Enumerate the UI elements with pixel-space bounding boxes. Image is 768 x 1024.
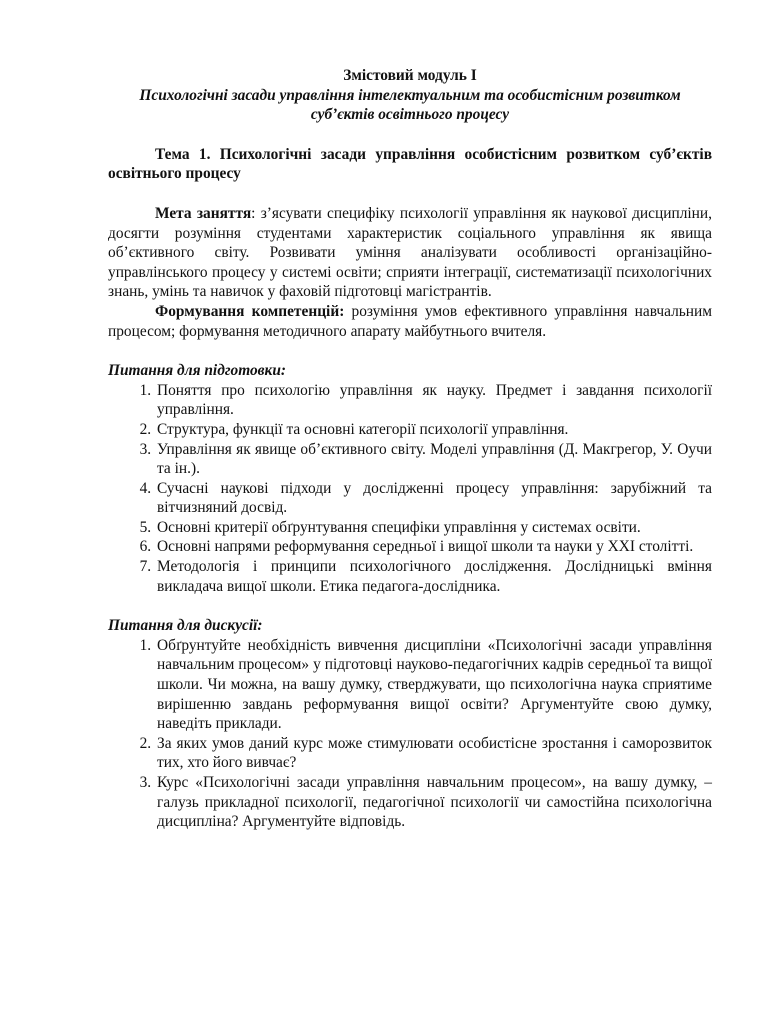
spacer bbox=[108, 596, 712, 616]
preparation-heading: Питання для підготовки: bbox=[108, 362, 287, 380]
list-item: 7. Методологія і принципи психологічного дослідження. Дослідницькі вміння викладача вищої школи. Етика педагога-дослідника. bbox=[155, 557, 712, 596]
goal-label: Мета заняття bbox=[155, 204, 252, 222]
list-item: 6. Основні напрями реформування середньої і вищої школи та науки у ХХІ столітті. bbox=[155, 537, 712, 557]
discussion-heading: Питання для дискусії: bbox=[108, 617, 263, 635]
module-subtitle: Психологічні засади управління інтелектуальним та особистісним розвитком суб’єктів освітнього процесу bbox=[139, 86, 681, 124]
competencies-label: Формування компетенцій: bbox=[155, 302, 345, 320]
discussion-list bbox=[108, 636, 712, 832]
list-item: 3. Управління як явище об’єктивного світу. Моделі управління (Д. Макгрегор, У. Оучи та ін.). bbox=[155, 440, 712, 479]
competencies-paragraph bbox=[108, 302, 712, 341]
goal-paragraph bbox=[108, 204, 712, 302]
list-item: 2. Структура, функції та основні категорії психології управління. bbox=[155, 420, 712, 440]
list-item: 1. Поняття про психологію управління як науку. Предмет і завдання психології управління. bbox=[155, 381, 712, 420]
preparation-list bbox=[108, 381, 712, 597]
module-title: Змістовий модуль І bbox=[343, 67, 477, 84]
list-item: 1. Обґрунтуйте необхідність вивчення дисципліни «Психологічні засади управління навчальним процесом» у підготовці науково-педагогічних кадрів середньої та вищої школи. Чи можна, на вашу думку, стверджувати, що психологічна наука сприятиме вирішенню завдань реформування вищої освіти? Аргументуйте свою думку, наведіть приклади. bbox=[155, 636, 712, 734]
topic-title: Тема 1. Психологічні засади управління особистісним розвитком суб’єктів освітнього процесу bbox=[108, 145, 712, 183]
document-body bbox=[108, 66, 712, 832]
list-item: 4. Сучасні наукові підходи у дослідженні процесу управління: зарубіжний та вітчизняний досвід. bbox=[155, 479, 712, 518]
list-item: 3. Курс «Психологічні засади управління навчальним процесом», на вашу думку, – галузь прикладної психології, педагогічної психології чи самостійна психологічна дисципліна? Аргументуйте відповідь. bbox=[155, 773, 712, 832]
goal-text: : з’ясувати специфіку психології управління як наукової дисципліни, досягти розуміння студентами характеристик соціального управління як явища об’єктивного світу. Розвивати уміння аналізувати особливості організаційно-управлінського процесу у системі освіти; сприяти інтеграції, систематизації психологічних знань, умінь та навичок у фаховій підготовці магістрантів. bbox=[108, 204, 712, 301]
list-item: 2. За яких умов даний курс може стимулювати особистісне зростання і саморозвиток тих, хто його вивчає? bbox=[155, 734, 712, 773]
competencies-text: розуміння умов ефективного управління навчальним процесом; формування методичного апарату майбутнього вчителя. bbox=[108, 302, 713, 340]
list-item: 5. Основні критерії обґрунтування специфіки управління у системах освіти. bbox=[155, 518, 712, 538]
spacer bbox=[108, 125, 712, 145]
spacer bbox=[108, 341, 712, 361]
spacer bbox=[108, 184, 712, 204]
